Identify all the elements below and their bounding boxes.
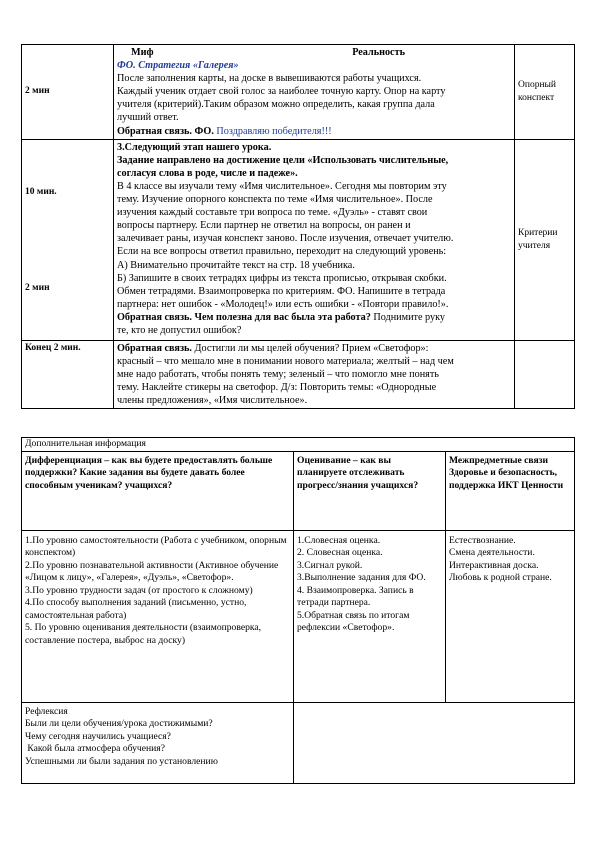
assessment-header: Оценивание – как вы планируете отслеживать прогресс/знания учащихся? — [297, 454, 419, 491]
feedback-label: Обратная связь. — [117, 342, 192, 354]
time-cell — [22, 45, 114, 140]
strategy-title: ФО. Стратегия «Галерея» — [117, 60, 239, 72]
feedback-line — [117, 311, 511, 324]
text-fragment: Поднимите руку — [370, 311, 446, 323]
feedback-label: Обратная связь. ФО. — [117, 125, 214, 137]
text-line: изучения каждый составьте три вопроса по теме. «Дуэль» - ставят свои — [117, 207, 428, 219]
text-fragment: Достигли ли мы целей обучения? Прием «Светофор»: — [191, 342, 429, 354]
list-item: 4.По способу выполнения заданий (письменно, устно, самостоятельная работа) — [25, 597, 247, 621]
links-cell — [446, 530, 575, 702]
task-goal: Задание направлено на достижение цели «Использовать числительные, — [117, 154, 449, 166]
time-label: 10 мин. — [25, 186, 57, 197]
table-row — [22, 340, 575, 408]
result-cell — [515, 45, 575, 140]
text-line: Обмен тетрадями. Взаимопроверка по критериям. ФО. Напишите в тетрада — [117, 285, 446, 297]
text-line: Если на все вопросы ответил правильно, переходит на следующий уровень: — [117, 246, 447, 258]
text-line: Каждый ученик отдает свой голос за наиболее точную карту. Опор на карту — [117, 86, 446, 98]
reflection-question: Были ли цели обучения/урока достижимыми? — [25, 718, 213, 729]
text-line: тему. Наклейте стикеры на светофор. Д/з: Повторить темы: «Однородные — [117, 381, 437, 393]
empty-cell — [294, 702, 575, 783]
reflection-question: Какой была атмосфера обучения? — [25, 743, 165, 754]
list-item: 3.Выполнение задания для ФО. — [297, 572, 426, 583]
list-item: Любовь к родной стране. — [449, 572, 552, 583]
table-row — [22, 45, 575, 140]
content-cell — [114, 340, 515, 408]
header-cell — [294, 451, 446, 530]
time-label: 2 мин — [25, 86, 50, 97]
list-item: 3.По уровню трудности задач (от простого к сложному) — [25, 584, 253, 596]
text-line: вопросы партнеру. Если партнер не ответил на вопросы, он ранен и — [117, 220, 411, 232]
list-item: 2.По уровню познавательной активности (Активное обучение «Лицом к лицу», «Галерея», «Дуэль», «Светофор». — [25, 559, 279, 583]
content-cell — [114, 139, 515, 340]
result-cell — [515, 340, 575, 408]
text-line: А) Внимательно прочитайте текст на стр. 18 учебника. — [117, 259, 355, 271]
text-line: мне надо работать, чтобы понять тему; зеленый – что помогло мне понять — [117, 368, 439, 380]
content-cell — [114, 45, 515, 140]
interdisciplinary-header: Межпредметные связи Здоровье и безопасность, поддержка ИКТ Ценности — [449, 454, 564, 491]
list-item: 1.Словесная оценка. — [297, 534, 381, 546]
text-line: Б) Запишите в своих тетрадях цифры из текста прописью, открывая скобки. — [117, 272, 447, 284]
list-item: Интерактивная доска. — [449, 559, 539, 571]
text-line: члены предложения», «Имя числительное». — [117, 395, 308, 407]
table-row — [22, 451, 575, 530]
result-label: Опорный конспект — [518, 80, 556, 103]
section-title: Дополнительная информация — [25, 438, 146, 449]
task-goal: согласуя слова в роде, числе и падеже». — [117, 167, 298, 179]
list-item: 4. Взаимопроверка. Запись в тетради партнера. — [297, 584, 414, 608]
time-cell — [22, 340, 114, 408]
differentiation-cell — [22, 530, 294, 702]
feedback-line — [117, 125, 511, 138]
table-row — [22, 530, 575, 702]
table-row — [22, 139, 575, 340]
table-row — [22, 438, 575, 452]
text-line: партнера: нет ошибок - «Молодец!» или есть ошибки - «Повтори правило!». — [117, 298, 449, 310]
reflection-question: Чему сегодня научились учащиеся? — [25, 730, 171, 742]
text-line: лучший ответ. — [117, 112, 179, 124]
assessment-cell — [294, 530, 446, 702]
column-heading-myth-reality: Миф Реальность — [131, 47, 405, 58]
list-item: 1.По уровню самостоятельности (Работа с учебником, опорным конспектом) — [25, 534, 287, 558]
header-cell — [22, 451, 294, 530]
differentiation-header: Дифференциация – как вы будете предоставлять больше поддержки? Какие задания вы будете давать более способным ученикам? учащихся? — [25, 454, 273, 491]
section-title-cell — [22, 438, 575, 452]
text-line: После заполнения карты, на доске в вывешиваются работы учащихся. — [117, 73, 422, 85]
text-line: учителя (критерий).Таким образом можно определить, какая группа дала — [117, 99, 435, 111]
list-item: Естествознание. — [449, 534, 516, 546]
result-label: Критерии учителя — [518, 228, 558, 251]
additional-info-table — [21, 437, 575, 784]
text-line: те, кто не допустил ошибок? — [117, 324, 242, 336]
time-cell — [22, 139, 114, 340]
text-line: В 4 классе вы изучали тему «Имя числительное». Сегодня мы повторим эту — [117, 180, 447, 192]
feedback-line — [117, 342, 511, 355]
list-item: Смена деятельности. — [449, 547, 535, 558]
list-item: 5.Обратная связь по итогам рефлексии «Светофор». — [297, 609, 410, 633]
text-line: залечивает раны, изучая конспект заново. После изучения, отвечает учителю. — [117, 233, 454, 245]
stage-title: 3.Следующий этап нашего урока. — [117, 141, 272, 153]
lesson-table — [21, 44, 575, 409]
reflection-question: Успешными ли были задания по установлению — [25, 755, 218, 767]
text-line: тему. Изучение опорного конспекта по теме «Имя числительное». После — [117, 194, 433, 206]
time-label: Конец 2 мин. — [25, 342, 81, 353]
list-item: 2. Словесная оценка. — [297, 547, 383, 558]
time-label: 2 мин — [25, 282, 50, 293]
text-line: красный – что мешало мне в понимании нового материала; желтый – над чем — [117, 355, 454, 367]
reflection-title: Рефлексия — [25, 705, 68, 717]
feedback-question: Обратная связь. Чем полезна для вас была эта работа? — [117, 311, 371, 323]
list-item: 3.Сигнал рукой. — [297, 559, 363, 571]
list-item: 5. По уровню оценивания деятельности (взаимопроверка, составление постера, выброс на доску) — [25, 622, 262, 646]
table-row — [22, 702, 575, 783]
feedback-text: Поздравляю победителя!!! — [213, 125, 332, 137]
header-cell — [446, 451, 575, 530]
reflection-cell — [22, 702, 294, 783]
result-cell — [515, 139, 575, 340]
